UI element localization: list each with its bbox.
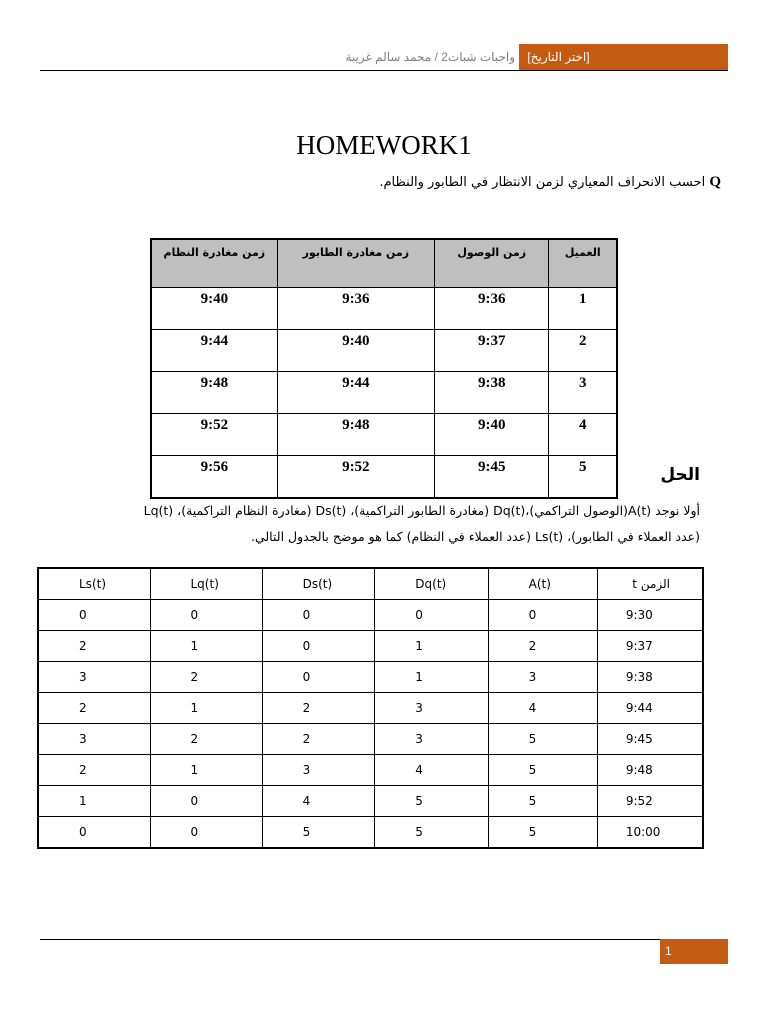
table-cell: 9:38	[597, 662, 703, 693]
solution-paragraph	[50, 498, 700, 550]
table-header-row	[38, 568, 703, 600]
table-cell: 3	[38, 662, 150, 693]
cumulative-table	[37, 567, 704, 849]
table-cell: 3	[549, 372, 617, 414]
question-label: Q	[709, 174, 721, 190]
table-cell: 5	[488, 817, 597, 849]
table-cell: 2	[488, 631, 597, 662]
table-cell: 9:36	[434, 288, 549, 330]
question-text: احسب الانحراف المعياري لزمن الانتظار في الطابور والنظام.	[379, 175, 706, 190]
table-row	[151, 372, 617, 414]
table-cell: 3	[38, 724, 150, 755]
table-cell: 9:48	[277, 414, 434, 456]
table-cell: 0	[150, 600, 262, 631]
table-header-cell: Dq(t)	[375, 568, 488, 600]
table-cell: 4	[549, 414, 617, 456]
table-cell: 0	[38, 817, 150, 849]
table-cell: 3	[375, 724, 488, 755]
table-header-cell: زمن مغادرة النظام	[151, 239, 277, 288]
table-cell: 9:44	[277, 372, 434, 414]
table-cell: 5	[488, 755, 597, 786]
table-cell: 5	[488, 724, 597, 755]
table-cell: 1	[38, 786, 150, 817]
table-cell: 9:40	[434, 414, 549, 456]
table-header-cell: Lq(t)	[150, 568, 262, 600]
table-cell: 9:56	[151, 456, 277, 499]
table-row	[38, 693, 703, 724]
table-cell: 9:40	[151, 288, 277, 330]
table-cell: 2	[150, 724, 262, 755]
table-cell: 0	[375, 600, 488, 631]
table-row	[38, 817, 703, 849]
table-row	[151, 414, 617, 456]
table-cell: 9:45	[597, 724, 703, 755]
table-cell: 9:48	[597, 755, 703, 786]
table-cell: 9:38	[434, 372, 549, 414]
table-row	[38, 786, 703, 817]
table-cell: 0	[262, 631, 375, 662]
table-cell: 9:44	[597, 693, 703, 724]
table-cell: 0	[262, 600, 375, 631]
table-row	[38, 755, 703, 786]
table-cell: 1	[549, 288, 617, 330]
header-divider	[40, 70, 728, 71]
table-row	[38, 631, 703, 662]
table-row	[38, 662, 703, 693]
table-cell: 9:44	[151, 330, 277, 372]
table-header-cell: العميل	[549, 239, 617, 288]
customer-times-table	[150, 238, 618, 499]
table-cell: 4	[262, 786, 375, 817]
table-cell: 0	[488, 600, 597, 631]
table-cell: 1	[375, 631, 488, 662]
footer-divider	[40, 939, 728, 940]
table-cell: 0	[150, 817, 262, 849]
table-cell: 2	[38, 755, 150, 786]
table-cell: 5	[549, 456, 617, 499]
table-cell: 5	[488, 786, 597, 817]
table-cell: 9:48	[151, 372, 277, 414]
table-cell: 9:52	[277, 456, 434, 499]
table-cell: 1	[150, 755, 262, 786]
table-row	[151, 330, 617, 372]
table-cell: 0	[150, 786, 262, 817]
table-cell: 4	[488, 693, 597, 724]
table-cell: 1	[150, 693, 262, 724]
table-cell: 9:37	[434, 330, 549, 372]
table-cell: 9:52	[597, 786, 703, 817]
table-cell: 3	[375, 693, 488, 724]
table-row	[151, 456, 617, 499]
solution-line-1: أولا نوجد A(t)(الوصول التراكمي)،Dq(t) (مغادرة الطابور التراكمية)، Ds(t) (مغادرة النظام التراكمية)، Lq(t)	[143, 503, 700, 518]
question-line	[300, 170, 721, 195]
table-header-cell: A(t)	[488, 568, 597, 600]
table-cell: 3	[488, 662, 597, 693]
table-cell: 9:45	[434, 456, 549, 499]
table-cell: 2	[549, 330, 617, 372]
table-cell: 2	[38, 693, 150, 724]
table-row	[38, 600, 703, 631]
table-cell: 5	[375, 786, 488, 817]
solution-line-2: (عدد العملاء في الطابور)، Ls(t) (عدد العملاء في النظام) كما هو موضح بالجدول التالي.	[250, 529, 700, 544]
table-cell: 0	[38, 600, 150, 631]
table-header-cell: Ds(t)	[262, 568, 375, 600]
table-cell: 2	[262, 693, 375, 724]
table-row	[151, 288, 617, 330]
table-cell: 4	[375, 755, 488, 786]
header-date-placeholder[interactable]: [اختر التاريخ]	[527, 50, 590, 64]
table-header-cell: Ls(t)	[38, 568, 150, 600]
header-running-title: واجبات شبات2 / محمد سالم غريبة	[345, 50, 515, 64]
table-cell: 9:36	[277, 288, 434, 330]
table-cell: 9:52	[151, 414, 277, 456]
table-cell: 0	[262, 662, 375, 693]
table-header-cell: زمن مغادرة الطابور	[277, 239, 434, 288]
table-header-row	[151, 239, 617, 288]
table-cell: 3	[262, 755, 375, 786]
solution-heading: الحل	[660, 465, 700, 485]
table-cell: 9:30	[597, 600, 703, 631]
table-cell: 1	[375, 662, 488, 693]
table-header-cell: زمن الوصول	[434, 239, 549, 288]
table-row	[38, 724, 703, 755]
table-cell: 9:40	[277, 330, 434, 372]
page-number: 1	[665, 944, 672, 958]
table-cell: 5	[375, 817, 488, 849]
table-cell: 10:00	[597, 817, 703, 849]
table-cell: 1	[150, 631, 262, 662]
table-cell: 9:37	[597, 631, 703, 662]
document-title: HOMEWORK1	[296, 130, 472, 160]
table-cell: 5	[262, 817, 375, 849]
table-header-cell: الزمن t	[597, 568, 703, 600]
table-cell: 2	[150, 662, 262, 693]
table-cell: 2	[38, 631, 150, 662]
table-cell: 2	[262, 724, 375, 755]
